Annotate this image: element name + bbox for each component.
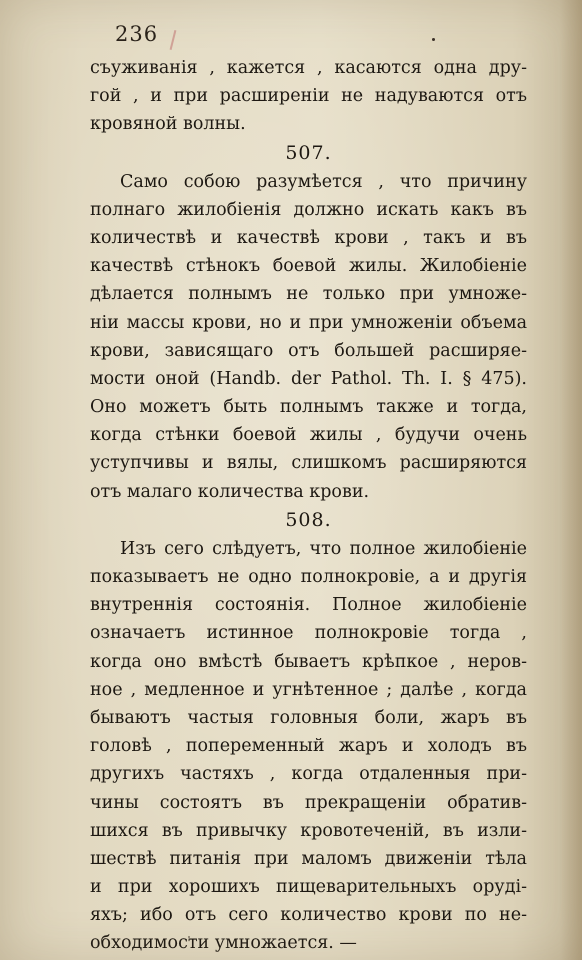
text-line: Само собою разумѣется , что причину: [120, 171, 527, 192]
text-line: яхъ; ибо отъ сего количество крови по не-: [90, 905, 527, 926]
text-line: когда оно вмѣстѣ бываетъ крѣпкое , неров-: [90, 651, 527, 672]
text-line: когда стѣнки боевой жилы , будучи очень: [90, 425, 527, 446]
text-line: количествѣ и качествѣ крови , такъ и въ: [90, 227, 527, 248]
text-line: крови, зависящаго отъ большей расширяе-: [90, 340, 527, 361]
section-heading: 508.: [285, 508, 332, 531]
text-line: дѣлается полнымъ не только при умноже-: [90, 284, 527, 305]
text-line: другихъ частяхъ , когда отдаленныя при-: [90, 764, 527, 785]
text-line: отъ малаго количества крови.: [90, 481, 370, 502]
text-line: съуживанія , кажется , касаются одна дру-: [90, 58, 527, 78]
pencil-mark: [170, 30, 177, 50]
text-line: шествѣ питанія при маломъ движеніи тѣла: [90, 848, 527, 869]
text-line: кровяной волны.: [90, 114, 246, 135]
text-line: уступчивы и вялы, слишкомъ расширяются: [90, 453, 527, 474]
page-text: [90, 54, 527, 958]
text-line: Изъ сего слѣдуетъ, что полное жилобіеніе: [120, 538, 527, 559]
text-line: качествѣ стѣнокъ боевой жилы. Жилобіеніе: [90, 256, 527, 277]
text-line: гой , и при расширеніи не надуваются отъ: [90, 86, 527, 107]
text-line: показываетъ не одно полнокровіе, а и другія: [90, 567, 527, 587]
section-heading: 507.: [285, 141, 332, 164]
page-number: 236: [115, 22, 159, 46]
text-line: шихся въ привычку кровотеченій, въ изли-: [90, 820, 527, 841]
text-line: обходимости умножается. —: [90, 933, 357, 954]
paragraph-continuation: [90, 54, 527, 139]
text-line: полнаго жилобіенія должно искать какъ въ: [90, 199, 527, 220]
text-line: Оно можетъ быть полнымъ также и тогда,: [90, 397, 527, 418]
text-line: внутреннія состоянія. Полное жилобіеніе: [90, 595, 527, 616]
text-line: ное , медленное и угнѣтенное ; далѣе , когда: [90, 679, 527, 700]
text-line: головѣ , попеременный жаръ и холодъ въ: [90, 736, 527, 757]
text-line: и при хорошихъ пищеварительныхъ оруді-: [90, 877, 527, 898]
page-edge-shadow: [560, 0, 582, 960]
section-508: [90, 506, 527, 958]
section-507: [90, 139, 527, 506]
text-line: мости оной (Handb. der Pathol. Th. I. § 475).: [90, 368, 527, 389]
text-line: означаетъ истинное полнокровіе тогда ,: [90, 623, 527, 644]
ink-speck: [432, 38, 435, 41]
text-line: бываютъ частыя головныя боли, жаръ въ: [90, 707, 527, 728]
text-line: чины состоятъ въ прекращеніи обратив-: [90, 792, 527, 813]
text-line: ніи массы крови, но и при умноженіи объема: [90, 312, 527, 333]
